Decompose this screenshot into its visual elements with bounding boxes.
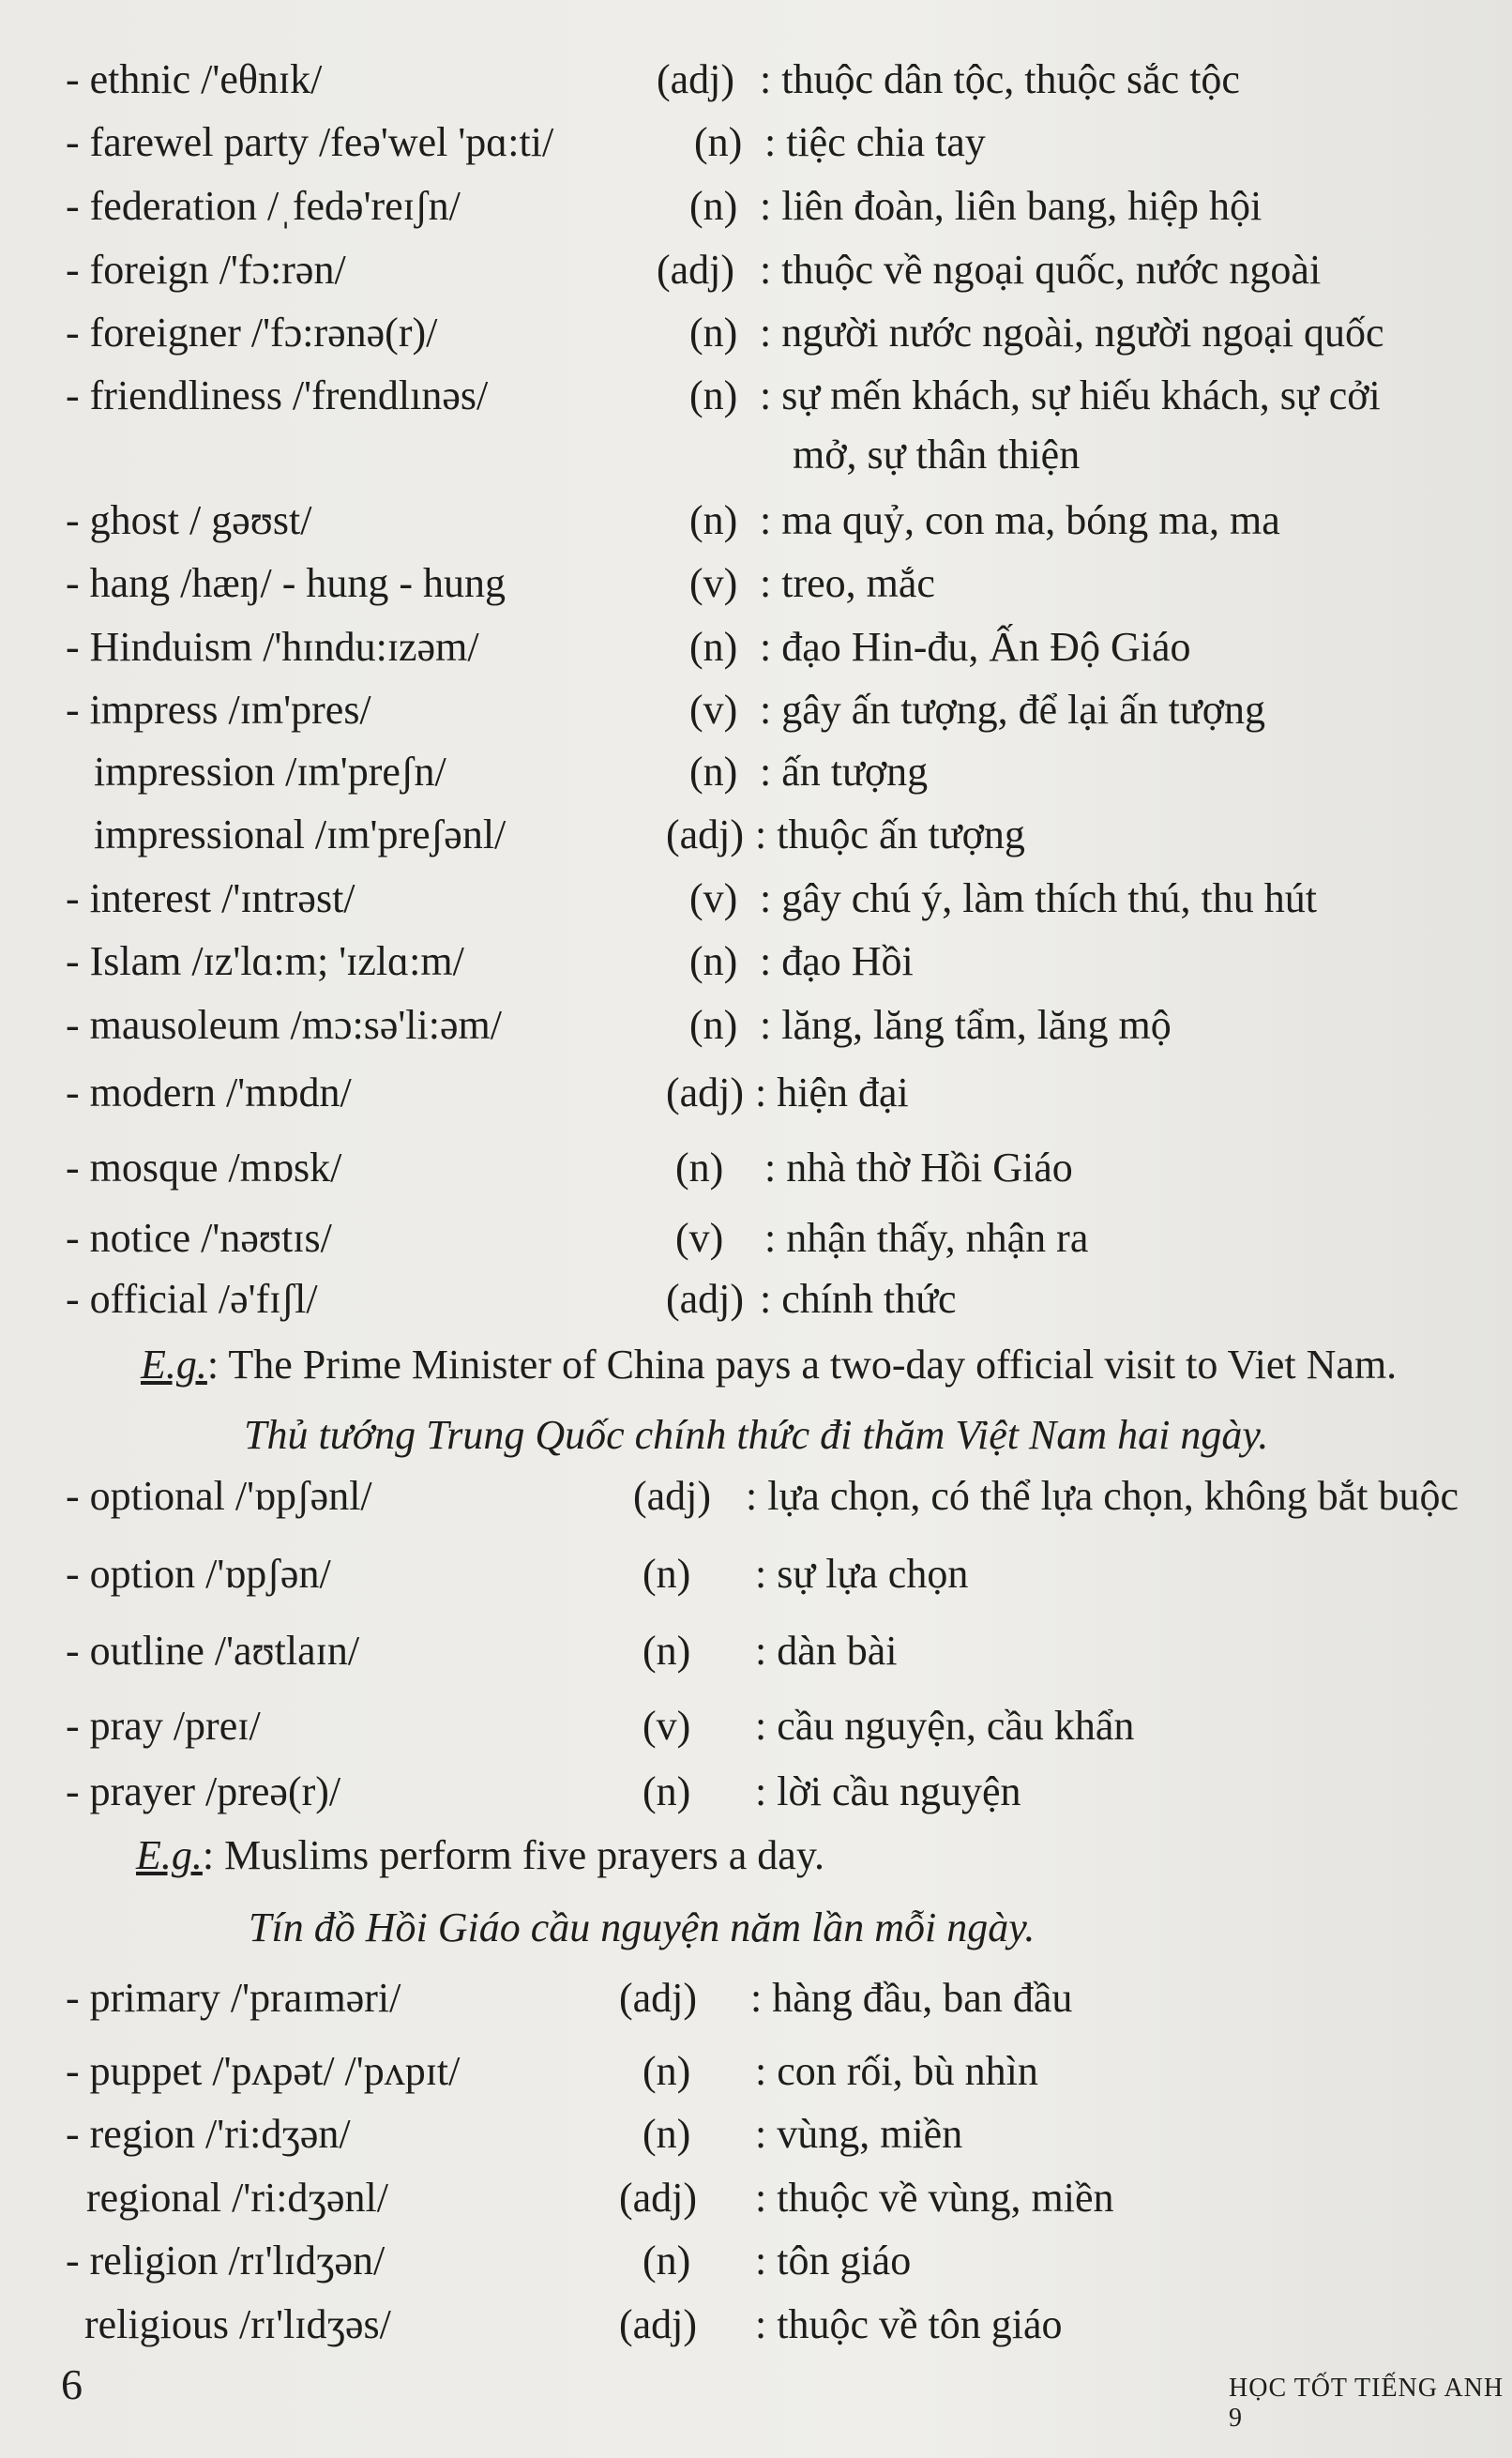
entry-pos: (n) [689, 183, 738, 229]
entry-word: - foreign /'fɔ:rən/ [66, 247, 346, 293]
entry-word: - hang /hæŋ/ - hung - hung [66, 560, 507, 606]
entry-word: - interest /'ɪntrəst/ [66, 875, 355, 921]
entry-word: - friendliness /'frendlınəs/ [66, 372, 489, 418]
list-item [0, 2233, 1512, 2289]
book-title: HỌC TỐT TIẾNG ANH 9 [1229, 2374, 1504, 2433]
entry-pos: (v) [675, 1215, 724, 1261]
list-item [0, 1210, 1512, 1267]
entry-word: - impress /ɪm'pres/ [66, 687, 371, 733]
list-item [0, 368, 1512, 424]
list-item [0, 242, 1512, 298]
list-item [0, 2106, 1512, 2162]
entry-word: impressional /ɪm'preʃənl/ [94, 812, 507, 857]
entry-word: - pray /preɪ/ [66, 1703, 261, 1749]
example-text: Muslims perform five prayers a day. [224, 1832, 824, 1878]
entry-pos: (n) [643, 1768, 691, 1814]
list-item [0, 1698, 1512, 1754]
entry-pos: (n) [689, 310, 738, 356]
entry-word: - mosque /mɒsk/ [66, 1145, 342, 1191]
entry-word: - optional /'ɒpʃənl/ [66, 1473, 372, 1519]
entry-definition: : thuộc về ngoại quốc, nước ngoài [760, 247, 1322, 293]
entry-pos: (n) [689, 372, 738, 418]
entry-definition: : nhà thờ Hồi Giáo [764, 1145, 1073, 1191]
entry-definition: : ma quỷ, con ma, bóng ma, ma [760, 497, 1280, 543]
entry-definition: : con rối, bù nhìn [755, 2048, 1038, 2094]
entry-pos: (n) [689, 749, 738, 795]
entry-pos: (adj) [666, 1070, 745, 1115]
entry-pos: (n) [643, 2238, 691, 2284]
list-item [0, 1140, 1512, 1196]
list-item [0, 871, 1512, 927]
entry-pos: (adj) [619, 1975, 698, 2021]
list-item [0, 178, 1512, 235]
list-item [0, 744, 1512, 800]
entry-definition: : nhận thấy, nhận ra [764, 1215, 1089, 1261]
entry-word: - Islam /ɪz'lɑ:m; 'ɪzlɑ:m/ [66, 938, 464, 984]
entry-definition: : tôn giáo [755, 2238, 912, 2284]
entry-pos: (v) [689, 875, 738, 921]
list-item [0, 997, 1512, 1054]
entry-definition: : dàn bài [755, 1628, 898, 1674]
entry-word: - outline /'aʊtlaɪn/ [66, 1628, 360, 1674]
list-item [0, 555, 1512, 612]
list-item [0, 1764, 1512, 1820]
entry-word: - religion /rɪ'lɪdʒən/ [66, 2238, 386, 2284]
entry-word: - primary /'praɪməri/ [66, 1975, 401, 2021]
entry-definition: : treo, mắc [760, 560, 935, 606]
entry-word: - official /ə'fɪʃl/ [66, 1276, 318, 1322]
entry-definition: : chính thức [760, 1276, 957, 1322]
entry-pos: (adj) [666, 812, 745, 857]
entry-definition: : lời cầu nguyện [755, 1768, 1021, 1814]
entry-definition: : sự lựa chọn [755, 1551, 969, 1597]
entry-definition: : ấn tượng [760, 749, 929, 795]
entry-pos: (v) [689, 560, 738, 606]
entry-pos: (n) [643, 1628, 691, 1674]
entry-word: - Hinduism /'hɪndu:ɪzəm/ [66, 624, 479, 670]
entry-word: - foreigner /'fɔ:rənə(r)/ [66, 310, 438, 356]
example-sentence: E.g.: Muslims perform five prayers a day. [136, 1832, 824, 1878]
list-item [0, 1271, 1512, 1328]
entry-pos: (n) [689, 497, 738, 543]
entry-pos: (adj) [619, 2301, 698, 2347]
entry-word: - ghost / gəʊst/ [66, 497, 312, 543]
entry-word: - ethnic /'eθnɪk/ [66, 56, 323, 102]
entry-definition: : đạo Hin-đu, Ấn Độ Giáo [760, 624, 1191, 670]
entry-definition: : cầu nguyện, cầu khẩn [755, 1703, 1135, 1749]
list-item [0, 2297, 1512, 2353]
entry-pos: (n) [694, 119, 743, 165]
entry-pos: (n) [689, 1002, 738, 1048]
list-item [0, 493, 1512, 549]
entry-pos: (adj) [657, 247, 735, 293]
entry-pos: (n) [689, 938, 738, 984]
list-item [0, 2170, 1512, 2226]
entry-word: - option /'ɒpʃən/ [66, 1551, 331, 1597]
list-item [0, 305, 1512, 361]
entry-word: - notice /'nəʊtɪs/ [66, 1215, 332, 1261]
entry-definition: : đạo Hồi [760, 938, 914, 984]
entry-pos: (n) [643, 1551, 691, 1597]
entry-pos: (n) [643, 2111, 691, 2157]
entry-word: regional /'ri:dʒənl/ [86, 2175, 388, 2221]
entry-definition-continued: mở, sự thân thiện [793, 432, 1081, 478]
list-item [0, 619, 1512, 675]
list-item [0, 1623, 1512, 1679]
entry-definition: : gây ấn tượng, để lại ấn tượng [760, 687, 1265, 733]
entry-definition: : thuộc về tôn giáo [755, 2301, 1063, 2347]
list-item [0, 682, 1512, 738]
example-translation: Thủ tướng Trung Quốc chính thức đi thăm Việt Nam hai ngày. [244, 1412, 1269, 1458]
entry-definition: : liên đoàn, liên bang, hiệp hội [760, 183, 1263, 229]
entry-pos: (adj) [619, 2175, 698, 2221]
entry-word: - modern /'mɒdn/ [66, 1070, 352, 1115]
entry-definition: : hàng đầu, ban đầu [750, 1975, 1073, 2021]
example-label: E.g. [141, 1342, 207, 1388]
entry-definition: : thuộc về vùng, miền [755, 2175, 1114, 2221]
list-item [0, 1468, 1512, 1525]
list-item [0, 52, 1512, 108]
entry-definition: : vùng, miền [755, 2111, 963, 2157]
entry-word: - prayer /preə(r)/ [66, 1768, 341, 1814]
entry-word: - region /'ri:dʒən/ [66, 2111, 351, 2157]
entry-definition: : người nước ngoài, người ngoại quốc [760, 310, 1384, 356]
entry-definition: : lựa chọn, có thể lựa chọn, không bắt buộc [746, 1473, 1459, 1519]
list-item [0, 114, 1512, 171]
entry-pos: (n) [675, 1145, 724, 1191]
list-item [0, 1970, 1512, 2026]
entry-definition: : lăng, lăng tẩm, lăng mộ [760, 1002, 1172, 1048]
entry-definition: : thuộc dân tộc, thuộc sắc tộc [760, 56, 1240, 102]
entry-pos: (v) [689, 687, 738, 733]
entry-word: impression /ɪm'preʃn/ [94, 749, 446, 795]
list-item [0, 807, 1512, 863]
list-item [0, 2043, 1512, 2100]
entry-definition: : thuộc ấn tượng [755, 812, 1025, 857]
entry-word: - mausoleum /mɔ:sə'li:əm/ [66, 1002, 502, 1048]
entry-definition: : sự mến khách, sự hiếu khách, sự cởi [760, 372, 1381, 418]
entry-pos: (adj) [657, 56, 735, 102]
entry-definition: : gây chú ý, làm thích thú, thu hút [760, 875, 1317, 921]
example-translation: Tín đồ Hồi Giáo cầu nguyện năm lần mỗi ngày. [249, 1904, 1036, 1950]
entry-pos: (adj) [633, 1473, 712, 1519]
example-sentence: E.g.: The Prime Minister of China pays a two-day official visit to Viet Nam. [141, 1342, 1398, 1388]
list-item [0, 933, 1512, 990]
entry-word: - farewel party /feə'wel 'pɑ:ti/ [66, 119, 554, 165]
page-number: 6 [61, 2360, 83, 2408]
entry-pos: (n) [643, 2048, 691, 2094]
entry-pos: (v) [643, 1703, 691, 1749]
entry-pos: (n) [689, 624, 738, 670]
example-text: The Prime Minister of China pays a two-day official visit to Viet Nam. [228, 1342, 1398, 1388]
entry-word: religious /rɪ'lɪdʒəs/ [84, 2301, 391, 2347]
list-item [0, 1065, 1512, 1121]
entry-word: - puppet /'pʌpət/ /'pʌpɪt/ [66, 2048, 461, 2094]
example-label: E.g. [136, 1832, 203, 1878]
entry-pos: (adj) [666, 1276, 745, 1322]
entry-word: - federation /ˌfedə'reɪʃn/ [66, 183, 461, 229]
list-item [0, 1546, 1512, 1602]
entry-definition: : hiện đại [755, 1070, 909, 1115]
entry-definition: : tiệc chia tay [764, 119, 986, 165]
